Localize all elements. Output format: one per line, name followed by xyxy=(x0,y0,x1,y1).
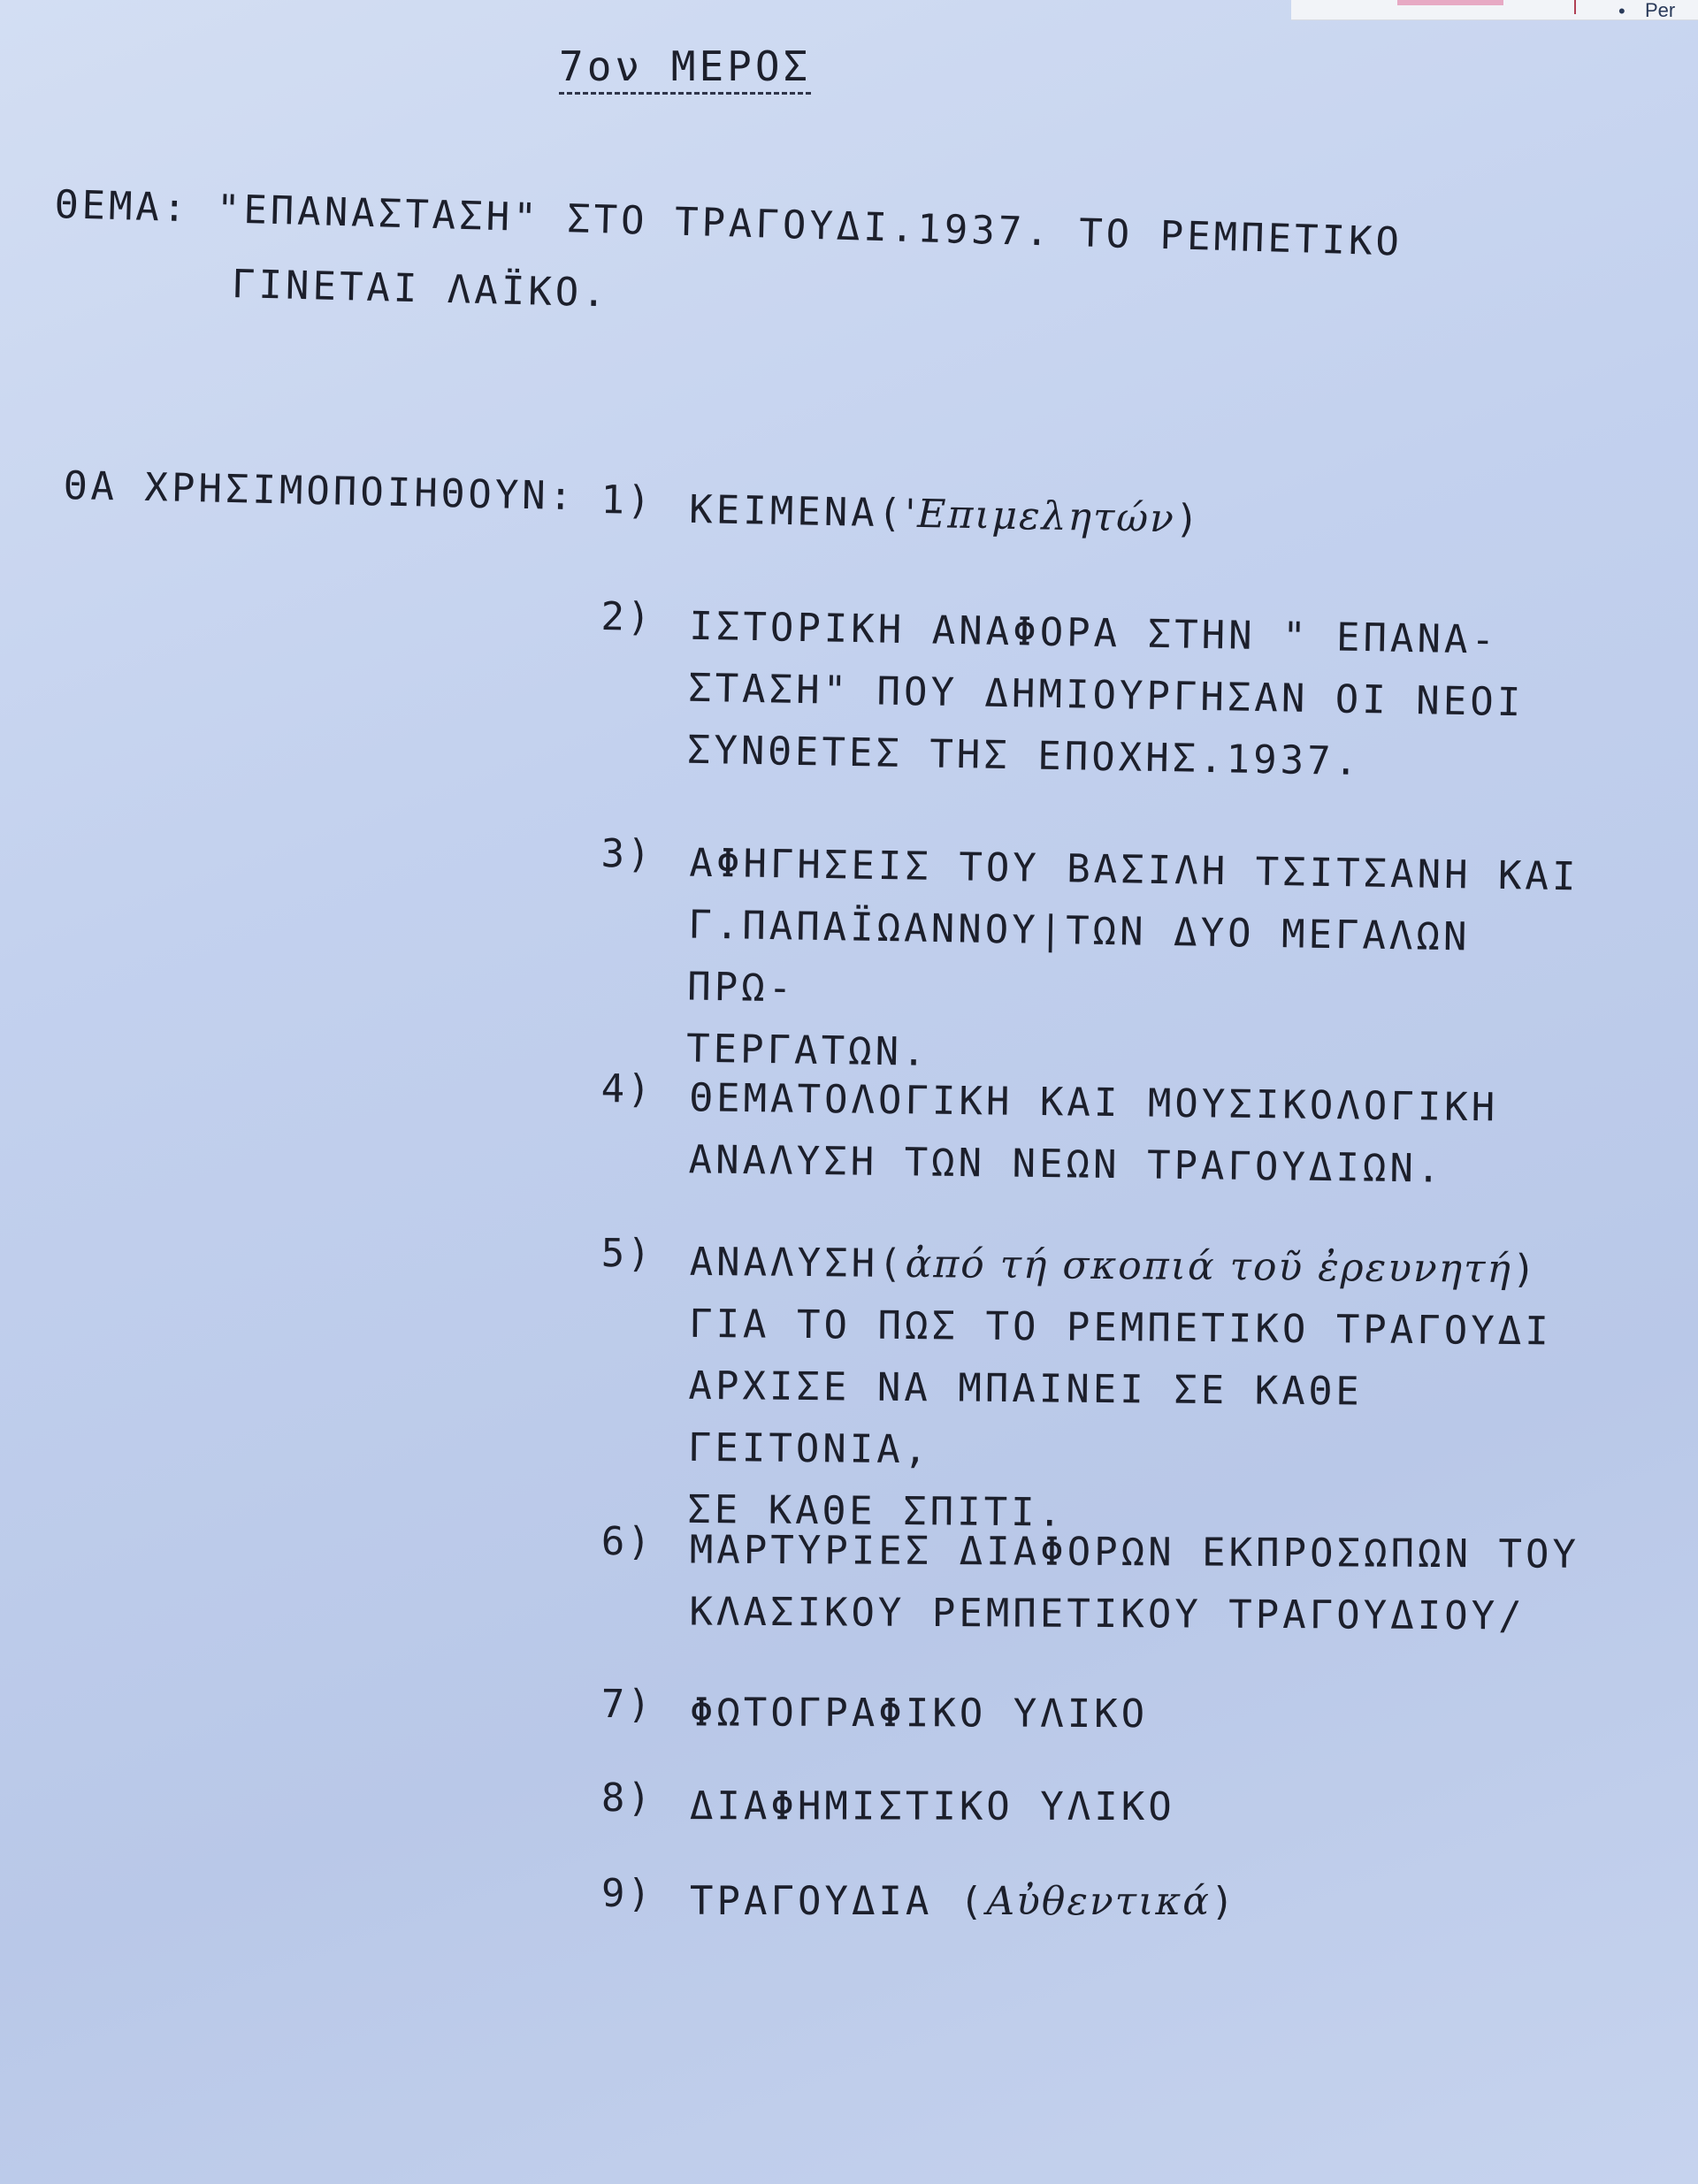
item-text: ΙΣΤΟΡΙΚΗ ΑΝΑΦΟΡΑ ΣΤΗΝ " ΕΠΑΝΑ- ΣΤΑΣΗ" ΠΟΥ ΔΗΜΙΟΥΡΓΗΣΑΝ ΟΙ ΝΕΟΙ ΣΥΝΘΕΤΕΣ ΤΗΣ ΕΠΟΧΗΣ.1937. xyxy=(686,603,1525,785)
item-number: 4) xyxy=(600,1066,654,1112)
materials-label: ΘΑ ΧΡΗΣΙΜΟΠΟΙΗΘΟΥΝ: xyxy=(63,463,577,520)
item-number: 8) xyxy=(600,1775,654,1821)
theme-line-2: ΓΙΝΕΤΑΙ ΛΑΪΚΟ. xyxy=(231,262,610,317)
item-text: ΑΦΗΓΗΣΕΙΣ ΤΟΥ ΒΑΣΙΛΗ ΤΣΙΤΣΑΝΗ ΚΑΙ Γ.ΠΑΠΑΪΩΑΝΝΟΥ|ΤΩΝ ΔΥΟ ΜΕΓΑΛΩΝ ΠΡΩ- ΤΕΡΓΑΤΩΝ. xyxy=(685,840,1579,1075)
item-number: 9) xyxy=(601,1871,654,1916)
item-text xyxy=(689,479,1592,559)
list-item xyxy=(600,477,1618,543)
list-item xyxy=(600,1682,1618,1737)
item-continuation: ΓΙΑ ΤΟ ΠΩΣ ΤΟ ΡΕΜΠΕΤΙΚΟ ΤΡΑΓΟΥΔΙ ΑΡΧΙΣΕ ΝΑ ΜΠΑΙΝΕΙ ΣΕ ΚΑΘΕ ΓΕΙΤΟΝΙΑ, ΣΕ ΚΑΘΕ ΣΠΙΤΙ. xyxy=(687,1301,1552,1536)
item-number: 1) xyxy=(600,477,654,524)
item-number: 6) xyxy=(600,1519,654,1565)
item-text: ΜΑΡΤΥΡΙΕΣ ΔΙΑΦΟΡΩΝ ΕΚΠΡΟΣΩΠΩΝ ΤΟΥ ΚΛΑΣΙΚΟΥ ΡΕΜΠΕΤΙΚΟΥ ΤΡΑΓΟΥΔΙΟΥ/ xyxy=(689,1527,1580,1639)
pink-mark xyxy=(1397,0,1503,5)
theme-line-1: ΘΕΜΑ: "ΕΠΑΝΑΣΤΑΣΗ" ΣΤΟ ΤΡΑΓΟΥΔΙ.1937. ΤΟ ΡΕΜΠΕΤΙΚΟ xyxy=(54,182,1404,265)
item-typed-text: ΚΕΙΜΕΝΑ( xyxy=(688,486,906,537)
item-suffix: ) xyxy=(1511,1246,1540,1293)
item-number: 2) xyxy=(600,594,654,641)
bullet-icon: • xyxy=(1618,0,1625,22)
list-item xyxy=(600,831,1618,1075)
list-item xyxy=(600,1775,1618,1830)
red-tick xyxy=(1574,0,1576,14)
background-screen-strip xyxy=(1291,0,1698,20)
item-number: 5) xyxy=(600,1231,654,1277)
item-number: 7) xyxy=(600,1682,654,1728)
item-text: ΘΕΜΑΤΟΛΟΓΙΚΗ ΚΑΙ ΜΟΥΣΙΚΟΛΟΓΙΚΗ ΑΝΑΛΥΣΗ ΤΩΝ ΝΕΩΝ ΤΡΑΓΟΥΔΙΩΝ. xyxy=(688,1075,1499,1192)
page-title: 7ον ΜΕΡΟΣ xyxy=(559,46,811,95)
item-typed-text: ΤΡΑΓΟΥΔΙΑ ( xyxy=(690,1879,987,1924)
item-text: ΔΙΑΦΗΜΙΣΤΙΚΟ ΥΛΙΚΟ xyxy=(689,1783,1175,1830)
item-text: ΦΩΤΟΓΡΑΦΙΚΟ ΥΛΙΚΟ xyxy=(689,1690,1149,1737)
corner-text: Per xyxy=(1645,0,1676,21)
item-number: 3) xyxy=(600,831,654,877)
item-text xyxy=(690,1871,1592,1933)
item-text xyxy=(687,1232,1592,1549)
item-typed-text: ΑΝΑΛΥΣΗ( xyxy=(689,1239,906,1287)
handwritten-note: ἀπό τή σκοπιά τοῦ ἐρευνητή xyxy=(905,1241,1513,1292)
list-item xyxy=(600,594,1618,785)
handwritten-note: 'Επιμελητών xyxy=(904,491,1176,542)
item-suffix: ) xyxy=(1210,1879,1238,1924)
list-item xyxy=(600,1231,1618,1536)
handwritten-note: Αὐθεντικά xyxy=(986,1879,1211,1924)
item-suffix: ) xyxy=(1174,496,1203,543)
